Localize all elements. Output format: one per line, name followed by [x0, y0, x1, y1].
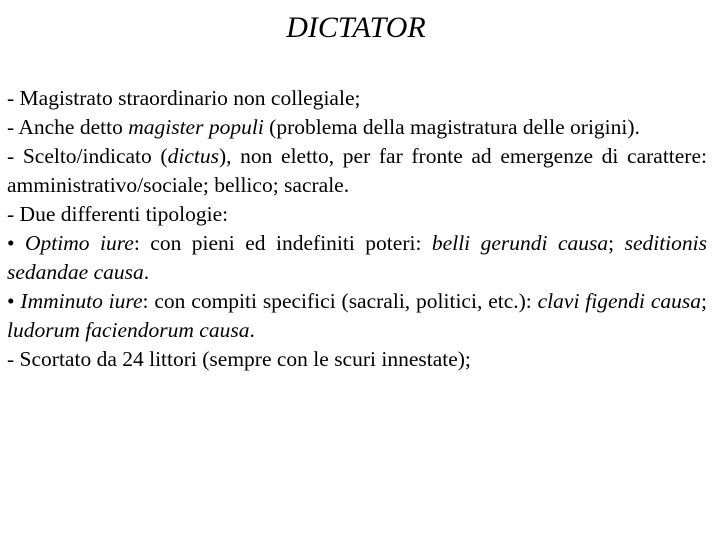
item-italic-term: ludorum faciendorum causa [7, 318, 250, 342]
list-item [7, 84, 707, 113]
bullet-icon: • [7, 231, 26, 255]
item-text: Due differenti tipologie: [19, 202, 229, 226]
list-item [7, 113, 707, 142]
item-italic-term: belli gerundi causa [431, 231, 609, 255]
item-dash: - [7, 86, 20, 110]
list-item [7, 200, 707, 229]
item-text: ; [701, 289, 708, 313]
bullet-icon: • [7, 289, 21, 313]
item-dash: - [7, 115, 19, 139]
list-item [7, 345, 707, 374]
item-italic-term: seditionis sedandae causa [7, 231, 707, 284]
item-text: Scortato da 24 littori (sempre con le scuri innestate); [19, 347, 471, 371]
item-dash: - [7, 347, 20, 371]
bullet-item [7, 229, 707, 287]
item-text: : con compiti specifici (sacrali, politici, etc.): [142, 289, 538, 313]
item-text: . [249, 318, 255, 342]
item-text: Anche detto [18, 115, 129, 139]
item-text: Magistrato straordinario non collegiale; [19, 86, 361, 110]
item-text: ), non eletto, per far fronte ad emergenze di carattere: amministrativo/sociale; bellico; sacrale. [7, 144, 707, 197]
item-italic-term: Optimo iure [25, 231, 134, 255]
item-text: . [143, 260, 150, 284]
item-text: (problema della magistratura delle origini). [263, 115, 640, 139]
slide-title: DICTATOR [286, 11, 426, 44]
item-dash: - [7, 202, 20, 226]
item-italic-term: Imminuto iure [20, 289, 143, 313]
item-italic-term: magister populi [128, 115, 264, 139]
item-text: Scelto/indicato ( [22, 144, 168, 168]
item-text: : con pieni ed indefiniti poteri: [133, 231, 432, 255]
list-item [7, 142, 707, 200]
item-italic-term: clavi figendi causa [537, 289, 702, 313]
bullet-item [7, 287, 707, 345]
slide-body [7, 84, 707, 374]
item-italic-term: dictus [167, 144, 219, 168]
item-dash: - [7, 144, 23, 168]
item-text: ; [608, 231, 625, 255]
